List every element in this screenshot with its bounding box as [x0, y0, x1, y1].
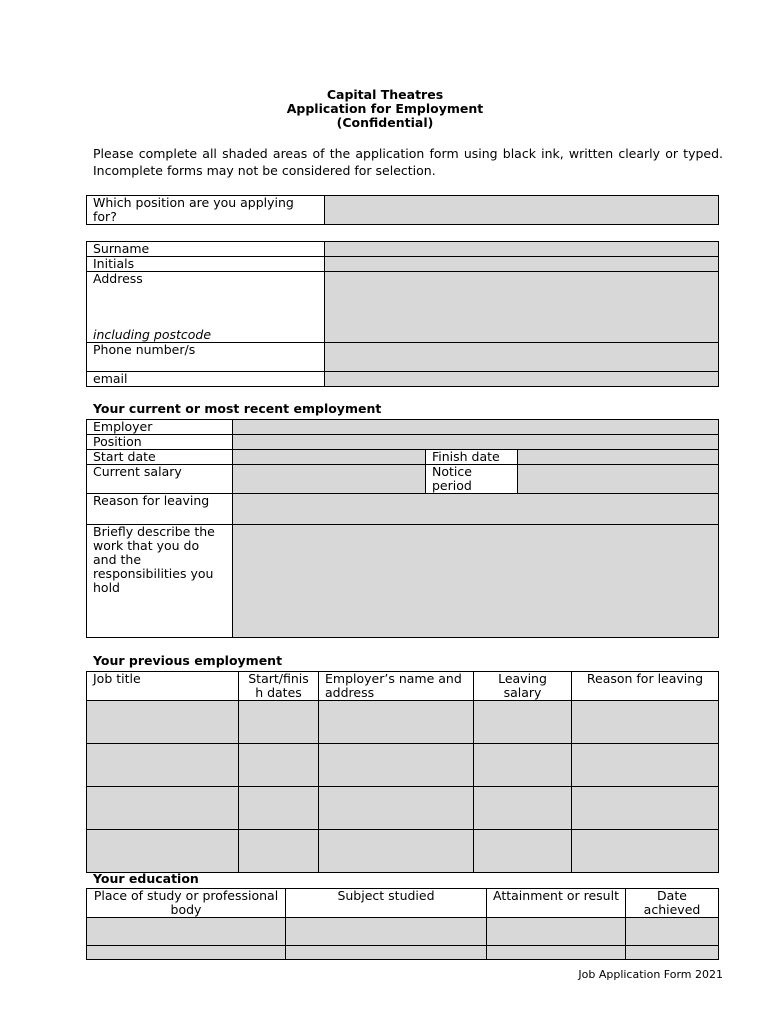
position-table [86, 195, 719, 225]
intro-text: Please complete all shaded areas of the application form using black ink, written clearly or typed. Incomplete forms may not be considered for selection. [93, 146, 723, 178]
finish-date-field[interactable] [518, 450, 719, 465]
reason-cell[interactable] [572, 701, 719, 744]
form-subtitle: (Confidential) [336, 115, 434, 130]
reason-leaving-field[interactable] [233, 494, 719, 525]
job-title-cell[interactable] [87, 701, 239, 744]
employer-cell[interactable] [319, 701, 474, 744]
place-cell[interactable] [87, 918, 286, 946]
salary-cell[interactable] [474, 787, 572, 830]
current-employment-table [86, 419, 719, 638]
start-date-field[interactable] [233, 450, 426, 465]
employer-label: Employer [87, 420, 233, 435]
email-label: email [87, 372, 325, 387]
employer-cell[interactable] [319, 787, 474, 830]
reason-cell[interactable] [572, 744, 719, 787]
notice-period-label: Notice period [426, 465, 518, 494]
form-title: Application for Employment [286, 101, 484, 116]
personal-details-table [86, 241, 719, 387]
footer-text: Job Application Form 2021 [578, 968, 723, 981]
phone-label: Phone number/s [87, 343, 325, 372]
table-row [87, 946, 719, 960]
finish-date-label: Finish date [426, 450, 518, 465]
dates-cell[interactable] [239, 787, 319, 830]
salary-cell[interactable] [474, 701, 572, 744]
date-cell[interactable] [626, 918, 719, 946]
address-hint: including postcode [93, 327, 212, 342]
dates-cell[interactable] [239, 744, 319, 787]
employer-field[interactable] [233, 420, 719, 435]
date-cell[interactable] [626, 946, 719, 960]
salary-field[interactable] [233, 465, 426, 494]
dates-cell[interactable] [239, 701, 319, 744]
col-date-achieved: Date achieved [626, 889, 719, 918]
job-title-cell[interactable] [87, 744, 239, 787]
phone-field[interactable] [325, 343, 719, 372]
surname-label: Surname [87, 242, 325, 257]
col-attainment: Attainment or result [487, 889, 626, 918]
col-employer-name-address: Employer’s name and address [319, 672, 474, 701]
position-field[interactable] [325, 196, 719, 225]
education-table [86, 888, 719, 960]
current-position-label: Position [87, 435, 233, 450]
previous-employment-heading: Your previous employment [93, 653, 283, 668]
salary-cell[interactable] [474, 744, 572, 787]
company-name: Capital Theatres [326, 87, 444, 102]
employer-cell[interactable] [319, 744, 474, 787]
col-job-title: Job title [87, 672, 239, 701]
address-label-cell [87, 272, 325, 343]
surname-field[interactable] [325, 242, 719, 257]
address-field[interactable] [325, 272, 719, 343]
start-date-label: Start date [87, 450, 233, 465]
reason-cell[interactable] [572, 830, 719, 873]
col-leaving-salary: Leaving salary [474, 672, 572, 701]
reason-leaving-label: Reason for leaving [87, 494, 233, 525]
table-row [87, 744, 719, 787]
address-label: Address [93, 271, 143, 286]
describe-work-label: Briefly describe the work that you do and the responsibilities you hold [87, 525, 233, 638]
education-heading: Your education [93, 871, 199, 886]
initials-label: Initials [87, 257, 325, 272]
notice-period-field[interactable] [518, 465, 719, 494]
job-title-cell[interactable] [87, 787, 239, 830]
salary-cell[interactable] [474, 830, 572, 873]
job-title-cell[interactable] [87, 830, 239, 873]
col-reason-leaving: Reason for leaving [572, 672, 719, 701]
attainment-cell[interactable] [487, 918, 626, 946]
col-place-of-study: Place of study or professional body [87, 889, 286, 918]
col-start-finish-dates: Start/finish dates [239, 672, 319, 701]
place-cell[interactable] [87, 946, 286, 960]
previous-employment-table [86, 671, 719, 873]
salary-label: Current salary [87, 465, 233, 494]
subject-cell[interactable] [286, 918, 487, 946]
table-row [87, 830, 719, 873]
table-row [87, 918, 719, 946]
reason-cell[interactable] [572, 787, 719, 830]
col-subject-studied: Subject studied [286, 889, 487, 918]
current-employment-heading: Your current or most recent employment [93, 401, 382, 416]
table-row [87, 701, 719, 744]
subject-cell[interactable] [286, 946, 487, 960]
employer-cell[interactable] [319, 830, 474, 873]
describe-work-field[interactable] [233, 525, 719, 638]
table-row [87, 787, 719, 830]
current-position-field[interactable] [233, 435, 719, 450]
position-label: Which position are you applying for? [87, 196, 325, 225]
email-field[interactable] [325, 372, 719, 387]
dates-cell[interactable] [239, 830, 319, 873]
attainment-cell[interactable] [487, 946, 626, 960]
initials-field[interactable] [325, 257, 719, 272]
